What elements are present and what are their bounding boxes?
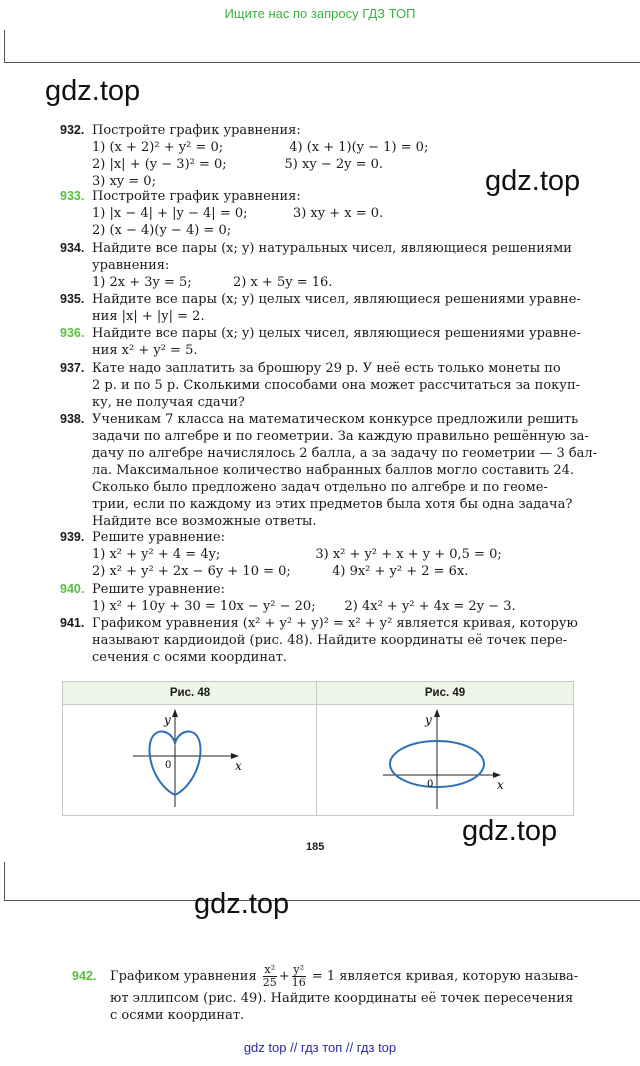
problem-text: Кате надо заплатить за брошюру 29 р. У неё есть только монеты по (92, 361, 561, 376)
ellipse-plot (317, 705, 573, 815)
figure-49-title: Рис. 49 (317, 682, 573, 705)
problem-text: 2 р. и по 5 р. Сколькими способами она может рассчитаться за покуп- (92, 378, 581, 393)
problem-number: 932. (60, 123, 85, 137)
problem-number: 935. (60, 292, 85, 306)
problem-text: задачи по алгебре и по геометрии. За каждую правильно решённую за- (92, 429, 589, 444)
figure-49 (316, 681, 574, 816)
problem-941 (60, 615, 580, 666)
problem-text: трии, если по каждому из этих предметов была хотя бы одна задача? (92, 497, 573, 512)
problem-937 (60, 360, 580, 411)
problem-number: 940. (60, 582, 85, 596)
fraction-y2-16: $\frac{\text{y²}}{16}$ (291, 963, 306, 989)
watermark: gdz.top (462, 815, 558, 847)
origin-label: 0 (165, 760, 172, 771)
problem-number: 934. (60, 241, 85, 255)
problem-text: называют кардиоидой (рис. 48). Найдите координаты её точек пере- (92, 633, 568, 648)
problem-text: уравнения: (92, 258, 170, 273)
problem-text: Ученикам 7 класса на математическом конкурсе предложили решить (92, 412, 579, 427)
page-top-border (4, 62, 640, 63)
problem-text: сечения с осями координат. (92, 650, 288, 665)
problem-text: 1) x² + y² + 4 = 4y; 3) x² + y² + x + y + 0,5 = 0; (92, 547, 502, 562)
problem-text: с осями координат. (110, 1008, 245, 1023)
problem-938 (60, 411, 598, 530)
problem-text: ла. Максимальное количество набранных баллов могло составить 24. (92, 463, 575, 478)
problem-text: Найдите все возможные ответы. (92, 514, 317, 529)
problem-text: 1) x² + 10y + 30 = 10x − y² − 20; 2) 4x² + y² + 4x = 2y − 3. (92, 599, 516, 614)
problem-text: Найдите все пары (x; y) целых чисел, являющиеся решениями уравне- (92, 292, 581, 307)
problem-number: 942. (72, 969, 97, 983)
watermark: gdz.top (194, 888, 290, 920)
problem-text: Найдите все пары (x; y) целых чисел, являющиеся решениями уравне- (92, 326, 581, 341)
problem-934 (60, 240, 580, 291)
left-margin-line (4, 30, 5, 62)
problem-text: Сколько было предложено задач отдельно по алгебре и по геоме- (92, 480, 548, 495)
problem-text: Постройте график уравнения: (92, 189, 301, 204)
problem-942: 942. Графиком уравнения $\frac{\text{x²}}{25}$ + $\frac{\text{y²}}{16}$ = 1 является кривая, которую называ- ют эллипсом (рис. 49). Найдите координаты её точек пересечения с осями координат. (72, 964, 592, 1024)
top-banner[interactable]: Ищите нас по запросу ГДЗ ТОП (224, 6, 416, 21)
problem-935 (60, 291, 580, 325)
y-axis-label: y (164, 713, 171, 727)
watermark: gdz.top (45, 75, 141, 107)
problem-text: Постройте график уравнения: (92, 123, 301, 138)
problem-number: 939. (60, 530, 85, 544)
fraction-x2-25: $\frac{\text{x²}}{25}$ (262, 963, 277, 989)
problem-932 (60, 122, 580, 190)
problem-number: 933. (60, 189, 85, 203)
problem-text: ку, не получая сдачи? (92, 395, 245, 410)
problem-number: 936. (60, 326, 85, 340)
x-axis-label: x (235, 759, 242, 773)
problem-936 (60, 325, 580, 359)
problem-number: 938. (60, 412, 85, 426)
problem-text: 1) (x + 2)² + y² = 0; 4) (x + 1)(y − 1) = 0; (92, 140, 429, 155)
problem-text: 1) |x − 4| + |y − 4| = 0; 3) xy + x = 0. (92, 206, 384, 221)
problem-number: 937. (60, 361, 85, 375)
problem-text: 3) xy = 0; (92, 174, 156, 189)
problem-text: 2) (x − 4)(y − 4) = 0; (92, 223, 232, 238)
figure-48 (62, 681, 318, 816)
problem-text: 2) |x| + (y − 3)² = 0; 5) xy − 2y = 0. (92, 157, 383, 172)
page-break-line (4, 900, 640, 901)
problem-text: ния x² + y² = 5. (92, 343, 198, 358)
problem-939 (60, 529, 580, 580)
problem-number: 941. (60, 616, 85, 630)
problem-text: ния |x| + |y| = 2. (92, 309, 205, 324)
problem-text: 2) x² + y² + 2x − 6y + 10 = 0; 4) 9x² + y² + 2 = 6x. (92, 564, 469, 579)
problem-text: дачу по алгебре начислялось 2 балла, а за задачу по геометрии — 3 бал- (92, 446, 598, 461)
problem-text: Решите уравнение: (92, 582, 226, 597)
figure-48-title: Рис. 48 (63, 682, 317, 705)
x-axis-label: x (497, 778, 504, 792)
problem-text: Решите уравнение: (92, 530, 226, 545)
watermark: gdz.top (485, 165, 581, 197)
problem-text: 1) 2x + 3y = 5; 2) x + 5y = 16. (92, 275, 333, 290)
origin-label: 0 (427, 779, 434, 790)
problem-text: ют эллипсом (рис. 49). Найдите координаты её точек пересечения (110, 991, 574, 1006)
problem-text: Найдите все пары (x; y) натуральных чисел, являющиеся решениями (92, 241, 572, 256)
left-margin-line (4, 862, 5, 900)
footer-links[interactable]: gdz top // гдз топ // гдз top (243, 1040, 397, 1055)
problem-933 (60, 188, 580, 239)
page-number: 185 (306, 841, 325, 853)
y-axis-label: y (425, 713, 432, 727)
cardioid-plot (63, 705, 317, 815)
problem-text: Графиком уравнения (x² + y² + y)² = x² + y² является кривая, которую (92, 616, 578, 631)
problem-940 (60, 581, 580, 615)
problem-text: Графиком уравнения (110, 969, 257, 984)
